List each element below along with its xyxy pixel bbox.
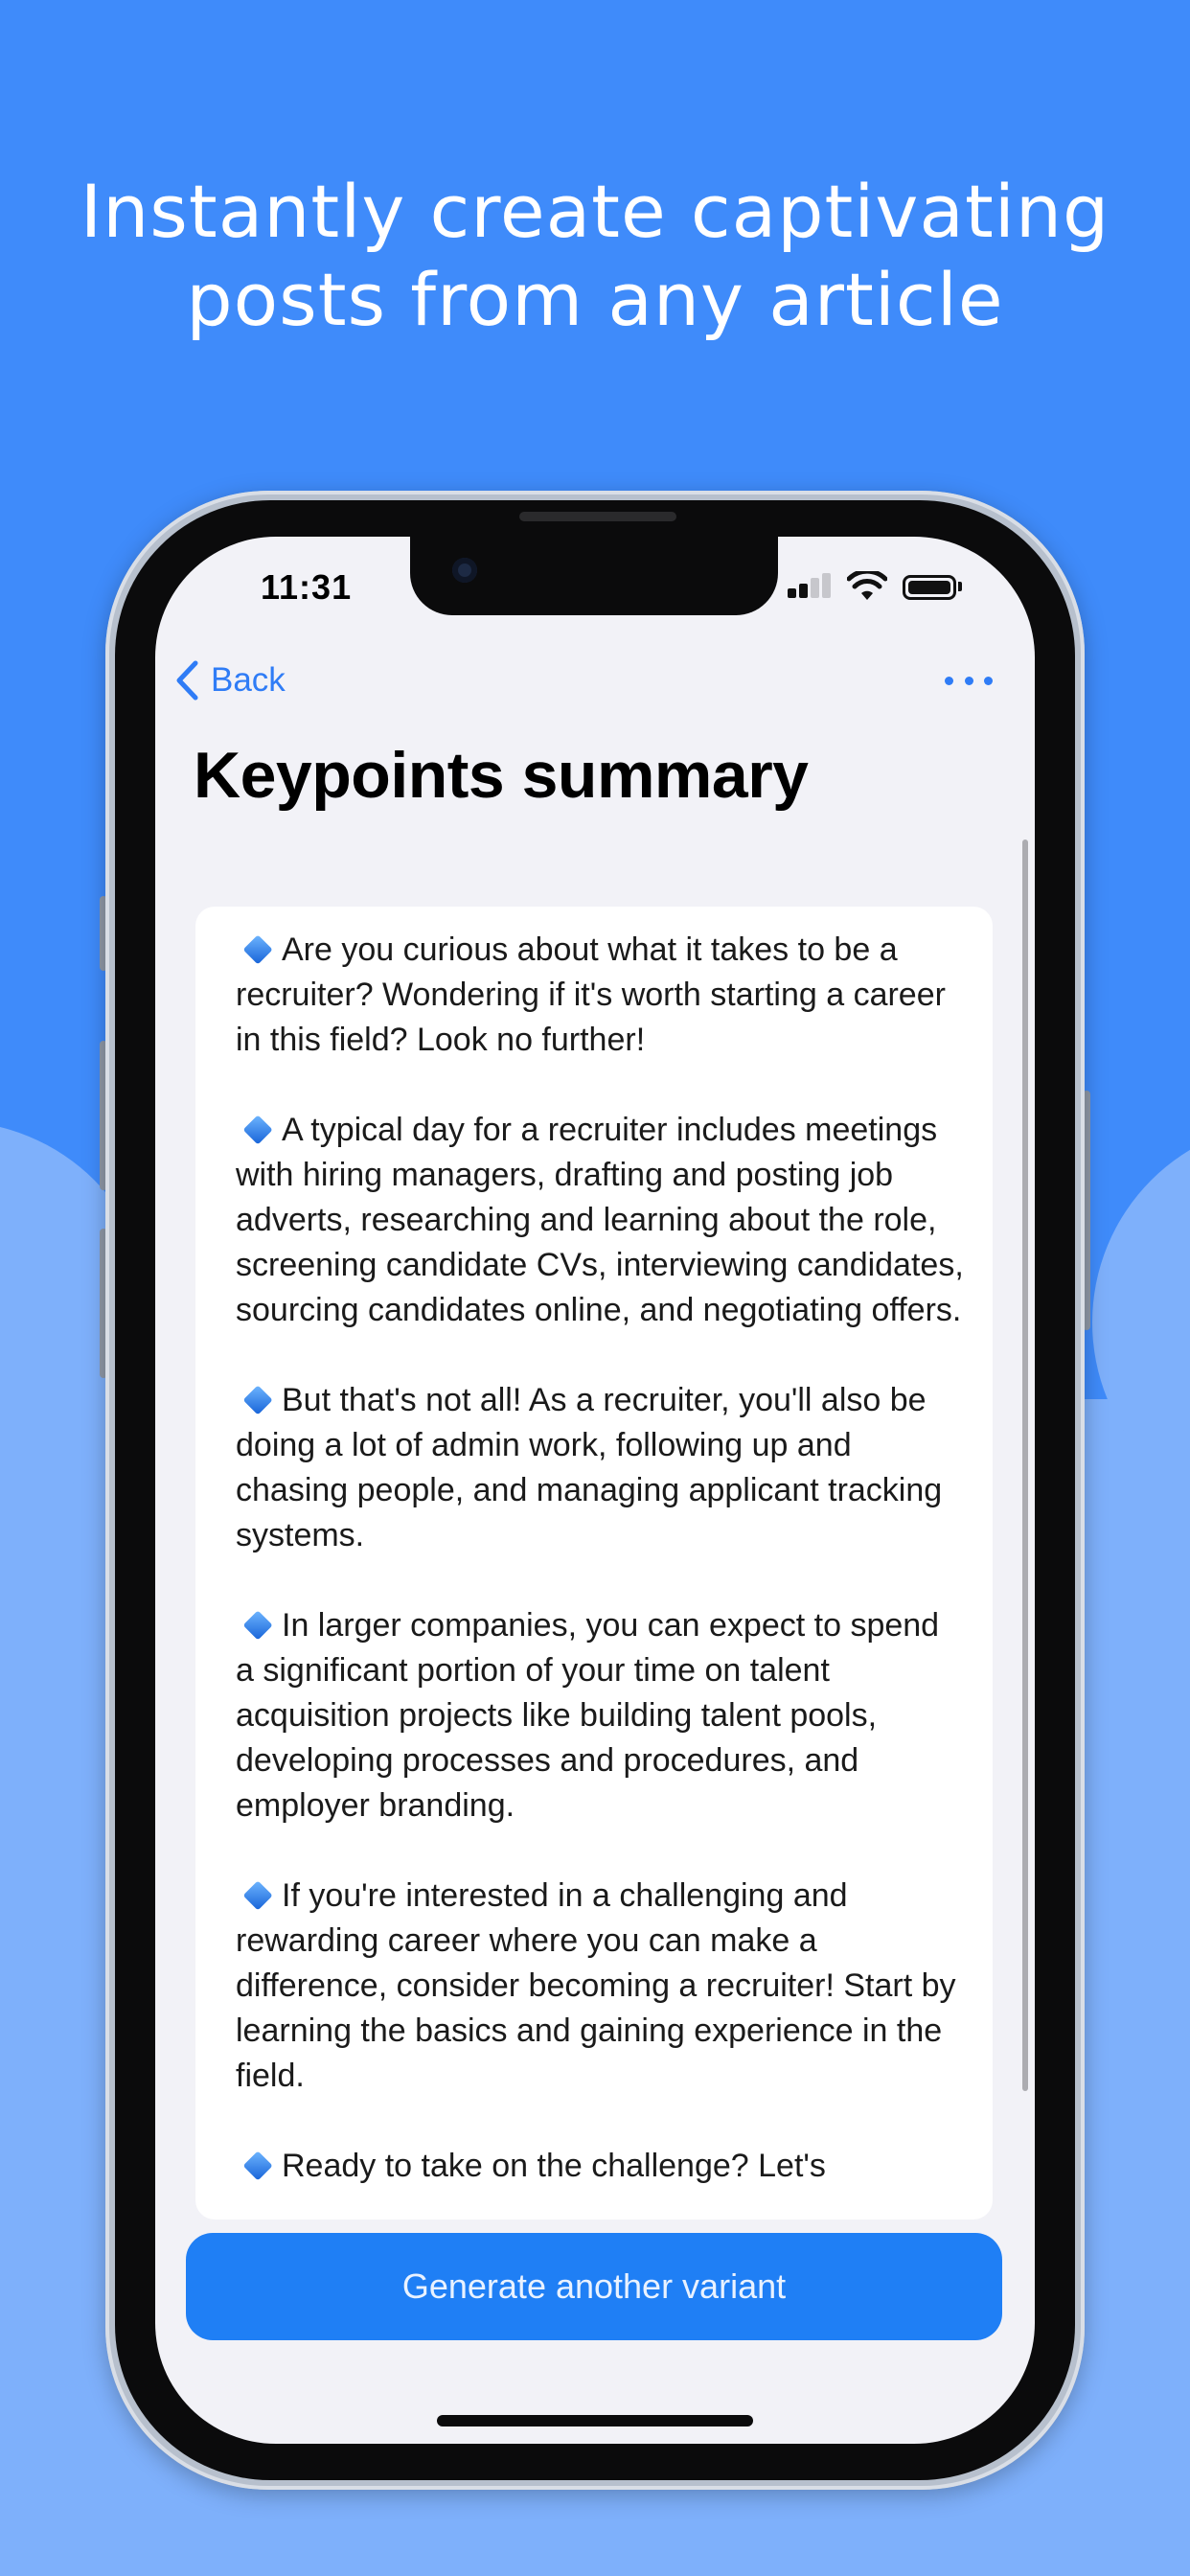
blue-diamond-icon xyxy=(243,1610,273,1640)
ellipsis-dot xyxy=(965,677,973,685)
blue-diamond-icon xyxy=(243,2150,273,2180)
blue-diamond-icon xyxy=(243,1880,273,1910)
back-label: Back xyxy=(211,661,286,699)
blue-diamond-icon xyxy=(243,1115,273,1144)
headline-line-2: posts from any article xyxy=(186,257,1004,342)
summary-point xyxy=(236,928,964,1063)
page-title: Keypoints summary xyxy=(194,739,809,812)
blue-diamond-icon xyxy=(243,1385,273,1414)
generate-variant-button[interactable]: Generate another variant xyxy=(186,2233,1002,2340)
summary-point xyxy=(236,2144,964,2189)
summary-card[interactable] xyxy=(195,907,993,2220)
earpiece-speaker xyxy=(519,512,676,521)
ellipsis-dot xyxy=(984,677,993,685)
summary-point-text: Are you curious about what it takes to be a recruiter? Wondering if it's worth starting a career in this field? Look no further! xyxy=(236,932,946,1058)
summary-point xyxy=(236,1108,964,1333)
summary-point-text: But that's not all! As a recruiter, you'll also be doing a lot of admin work, following up and chasing people, and managing applicant tracking systems. xyxy=(236,1382,943,1553)
battery-tip xyxy=(958,582,962,591)
status-time: 11:31 xyxy=(261,567,353,607)
summary-point-text: If you're interested in a challenging and rewarding career where you can make a difference, consider becoming a recruiter! Start by learning the basics and gaining experience in the field. xyxy=(236,1877,956,2094)
summary-point-text: In larger companies, you can expect to spend a significant portion of your time on talent acquisition projects like building talent pools, developing processes and procedures, and employer branding. xyxy=(236,1607,940,1824)
ellipsis-dot xyxy=(945,677,953,685)
back-button[interactable] xyxy=(174,652,286,709)
summary-point xyxy=(236,1378,964,1558)
blue-diamond-icon xyxy=(243,934,273,964)
wifi-icon xyxy=(847,571,887,600)
scrollbar[interactable] xyxy=(1022,840,1028,2091)
summary-point xyxy=(236,1603,964,1828)
promo-headline xyxy=(0,168,1190,344)
home-indicator[interactable] xyxy=(437,2415,753,2426)
front-camera xyxy=(452,558,477,583)
headline-line-1: Instantly create captivating xyxy=(80,169,1110,254)
more-options-button[interactable] xyxy=(945,671,993,690)
battery-icon xyxy=(903,575,956,600)
summary-point-text: A typical day for a recruiter includes meetings with hiring managers, drafting and posting job adverts, researching and learning about the role, screening candidate CVs, interviewing candidates, sourcing candidates online, and negotiating offers. xyxy=(236,1112,964,1328)
chevron-left-icon xyxy=(174,660,199,701)
summary-point xyxy=(236,1874,964,2099)
summary-point-text: Ready to take on the challenge? Let's xyxy=(282,2148,826,2184)
